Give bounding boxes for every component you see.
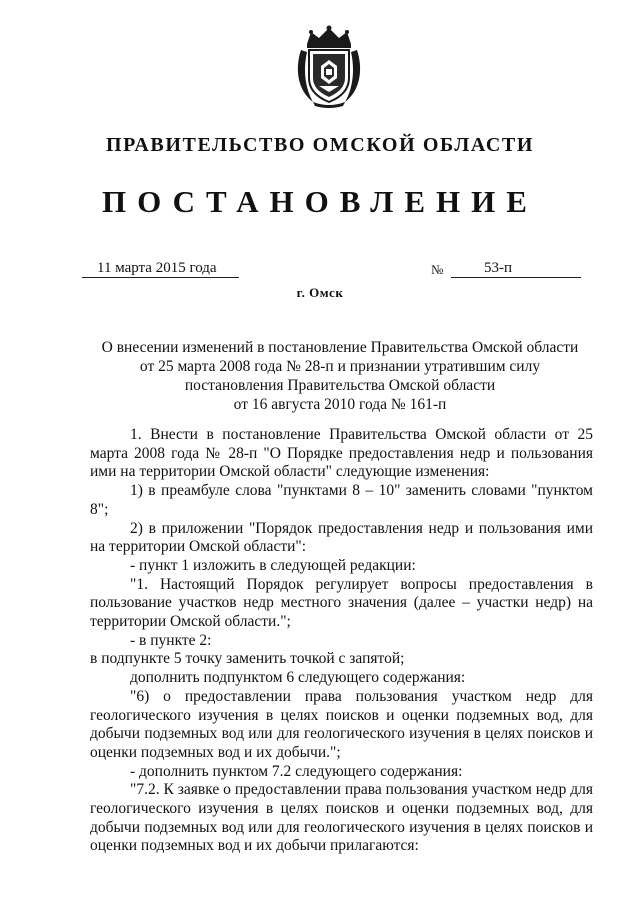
title-line: постановления Правительства Омской области: [184, 377, 496, 394]
body-paragraph: "1. Настоящий Порядок регулирует вопросы предоставления в пользование участков недр местного значения (далее – участки недр) на территории Омской области.";: [90, 575, 593, 631]
title-line: от 16 августа 2010 года № 161-п: [233, 396, 447, 413]
body-paragraph: "6) о предоставлении права пользования участком недр для геологического изучения в целях поисков и оценки подземных вод, для добычи подземных вод или для геологического изучения в целях поисков и оценки подземных вод и их добычи.";: [90, 687, 593, 761]
title-line: от 25 марта 2008 года № 28-п и признании утратившим силу: [139, 358, 541, 375]
document-date: 11 марта 2015 года: [82, 260, 239, 278]
body-paragraph: - в пункте 2:: [130, 631, 212, 649]
body-paragraph: - дополнить пунктом 7.2 следующего содержания:: [130, 762, 463, 780]
body-paragraph: "7.2. К заявке о предоставлении права пользования участком недр для геологического изучения в целях поисков и оценки подземных вод, для добычи подземных вод или для геологического изучения в целях поисков и оценки подземных вод и их добычи прилагаются:: [90, 781, 593, 855]
body-paragraph: в подпункте 5 точку заменить точкой с запятой;: [90, 650, 405, 668]
body-paragraph: 1) в преамбуле слова "пунктами 8 – 10" заменить словами "пунктом 8";: [90, 482, 593, 518]
document-type-heading: ПОСТАНОВЛЕНИЕ: [102, 184, 538, 219]
title-line: О внесении изменений в постановление Правительства Омской области: [101, 339, 579, 356]
organization-name: ПРАВИТЕЛЬСТВО ОМСКОЙ ОБЛАСТИ: [105, 134, 535, 156]
coat-of-arms-icon: [293, 24, 365, 108]
number-sign: №: [431, 262, 444, 277]
document-body: [90, 426, 593, 856]
body-paragraph: 2) в приложении "Порядок предоставления недр и пользования ими на территории Омской области":: [90, 519, 593, 556]
body-paragraph: 1. Внести в постановление Правительства Омской области от 25 марта 2008 года № 28-п "О Порядке предоставления недр и пользования ими на территории Омской области" следующие изменения:: [90, 426, 593, 481]
document-number: 53-п: [451, 260, 581, 278]
body-paragraph: дополнить подпунктом 6 следующего содержания:: [130, 669, 466, 687]
body-paragraph: - пункт 1 изложить в следующей редакции:: [130, 556, 416, 574]
document-city: г. Омск: [296, 285, 344, 300]
document-title: [60, 338, 620, 414]
